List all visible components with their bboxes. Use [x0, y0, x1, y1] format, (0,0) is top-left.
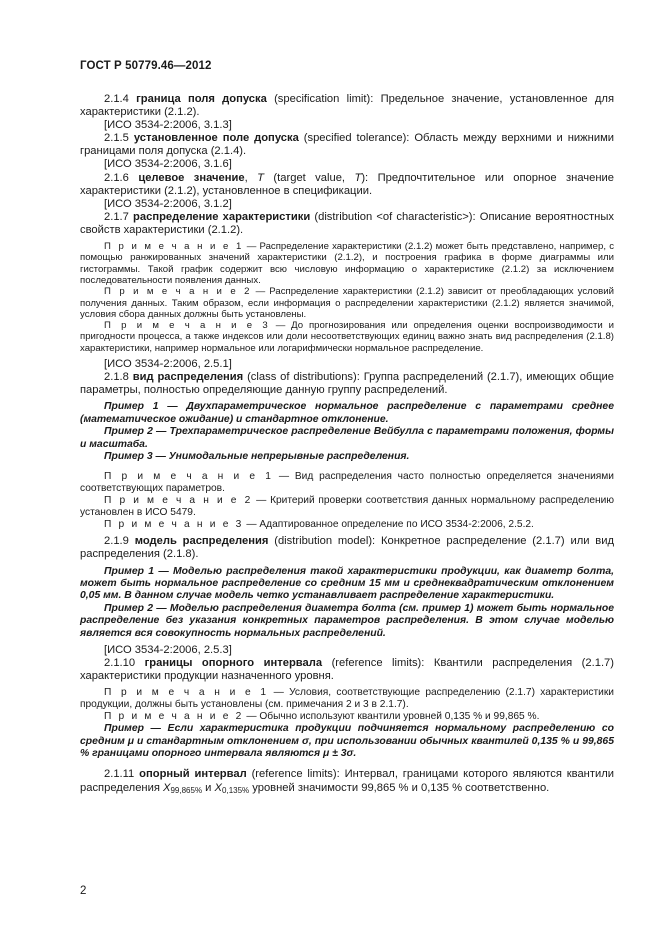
note-text: — Распределение характеристики (2.1.2) может быть представлено, например, с помощью ранжированных значений характеристики (2.1.2), и построения графика в форме диаграммы или гистограммы. Такой график содержит всю числовую информацию о характеристике (2.1.2) за исключением последовательности появления данных. — [80, 241, 614, 286]
symbol: T — [354, 171, 362, 184]
quantile-subscript: 99,865% — [170, 785, 203, 795]
note-label: П р и м е ч а н и е 1 — [104, 471, 274, 483]
note — [80, 711, 614, 723]
note-label: П р и м е ч а н и е 2 — [104, 495, 253, 507]
note — [80, 320, 614, 354]
clause-number: 2.1.4 — [104, 93, 129, 105]
term-definition: (distribution <of characteristic>): Описание вероятностных свойств характеристики (2.1.2). — [80, 210, 614, 236]
note — [80, 286, 614, 320]
note-text: — Распределение характеристики (2.1.2) зависит от преобладающих условий получения данных. Таким образом, если информация о распределении характеристики (2.1.2) является значимой, условия сбора данных должны быть установлены. — [80, 286, 614, 320]
note-text: — Критерий проверки соответствия данных нормальному распределению установлен в ИСО 5479. — [80, 495, 614, 519]
note — [80, 241, 614, 286]
term-name: установленное поле допуска — [133, 132, 299, 145]
reference: [ИСО 3534-2:2006, 2.5.1] — [104, 358, 232, 370]
sigma-symbol: σ — [301, 735, 309, 747]
quantile-symbol: X — [214, 781, 223, 794]
example: Пример 3 — Унимодальные непрерывные распределения. — [104, 450, 410, 462]
clause-number: 2.1.9 — [104, 535, 129, 548]
term-2-1-4 — [80, 93, 614, 119]
reference: [ИСО 3534-2:2006, 3.1.6] — [104, 158, 232, 171]
example-text: , при использовании обычных квантилей 0,135 % и 99,865 % границами опорного интервала являются — [80, 735, 614, 760]
term-definition: (specification limit): Предельное значение, установленное для характеристики (2.1.2). — [80, 93, 615, 119]
conjunction: и — [202, 781, 215, 794]
reference: [ИСО 3534-2:2006, 3.1.3] — [104, 119, 232, 132]
clause-number: 2.1.5 — [104, 132, 129, 145]
note-label: П р и м е ч а н и е 1 — [104, 241, 244, 253]
reference: [ИСО 3534-2:2006, 2.5.3] — [104, 643, 232, 656]
standard-header: ГОСТ Р 50779.46—2012 — [80, 60, 212, 72]
term-2-1-5 — [80, 132, 614, 158]
term-2-1-6 — [80, 172, 614, 198]
term-definition: (reference limits): Интервал, границами которого являются квантили распределения — [80, 768, 614, 794]
note-text: — Условия, соответствующие распределению (2.1.7) характеристики продукции, должны быть установлены (см. примечания 2 и 3 в 2.1.7). — [80, 687, 614, 711]
example-text: ± 3σ. — [329, 748, 357, 760]
term-name: распределение характеристики — [133, 210, 311, 223]
quantile-symbol: X — [163, 781, 171, 794]
page-number: 2 — [80, 885, 87, 897]
note — [80, 519, 614, 531]
page-content — [80, 93, 614, 795]
term-definition: ): Предпочтительное или опорное значение характеристики (2.1.2), установленное в спецификации. — [80, 171, 615, 197]
note-text: — Обычно используют квантили уровней 0,135 % и 99,865 %. — [243, 711, 540, 723]
note-label: П р и м е ч а н и е 3 — [104, 320, 270, 332]
note — [80, 687, 614, 711]
term-english: (target value, — [264, 171, 355, 184]
mu-symbol: μ — [322, 748, 330, 760]
note-label: П р и м е ч а н и е 1 — [104, 687, 269, 699]
note-label: П р и м е ч а н и е 3 — [104, 519, 244, 531]
term-2-1-8 — [80, 371, 614, 397]
note — [80, 471, 614, 495]
example: Пример 2 — Трехпараметрическое распределение Вейбулла с параметрами положения, формы и масштаба. — [80, 426, 614, 450]
note-text: — До прогнозирования или определения оценки воспроизводимости и пригодности процесса, а также индексов или доли несоответствующих единиц важно знать вид распределения (2.1.8) характеристики, например нормальное или логарифмически нормальное распределение. — [80, 320, 614, 354]
symbol: T — [257, 171, 265, 184]
note-label: П р и м е ч а н и е 2 — [104, 711, 244, 723]
term-name: граница поля допуска — [136, 93, 267, 105]
term-definition: (specified tolerance): Область между верхними и нижними границами поля допуска (2.1.4). — [80, 132, 615, 158]
term-name: опорный интервал — [139, 768, 247, 781]
note-label: П р и м е ч а н и е 2 — [104, 286, 252, 298]
note — [80, 495, 614, 519]
term-name: вид распределения — [132, 371, 244, 384]
term-name: границы опорного интервала — [144, 657, 323, 670]
reference: [ИСО 3534-2:2006, 3.1.2] — [104, 197, 232, 210]
term-2-1-7 — [80, 211, 614, 237]
term-name: целевое значение — [138, 171, 245, 184]
term-2-1-9 — [80, 535, 614, 561]
example: Пример 1 — Двухпараметрическое нормальное распределение с параметрами среднее (математическое ожидание) и стандартное отклонение. — [80, 401, 614, 425]
note-text: — Адаптированное определение по ИСО 3534-2:2006, 2.5.2. — [243, 519, 534, 531]
term-definition: (class of distributions): Группа распределений (2.1.7), имеющих общие параметры, полностью определяющие данную группу распределений. — [80, 371, 614, 397]
term-name: модель распределения — [134, 535, 269, 548]
term-definition: (reference limits): Квантили распределения (2.1.7) характеристики продукции назначенного уровня. — [80, 657, 615, 683]
example — [80, 723, 614, 760]
quantile-subscript: 0,135% — [222, 785, 250, 795]
clause-number: 2.1.6 — [104, 171, 129, 184]
example: Пример 2 — Моделью распределения диаметра болта (см. пример 1) может быть нормальное распределение без указания конкретных параметров распределения. В этом случае моделью является вся совокупность нормальных распределений. — [80, 602, 614, 639]
clause-number: 2.1.7 — [104, 210, 129, 223]
separator: , — [244, 171, 258, 184]
example-text: и стандартным отклонением — [134, 735, 302, 747]
example-text: Пример — Если характеристика продукции подчиняется нормальному распределению со средним — [80, 723, 614, 747]
term-definition-end: уровней значимости 99,865 % и 0,135 % соответственно. — [249, 781, 550, 794]
clause-number: 2.1.8 — [104, 371, 129, 384]
clause-number: 2.1.10 — [104, 657, 136, 670]
term-definition: (distribution model): Конкретное распределение (2.1.7) или вид распределения (2.1.8). — [80, 535, 614, 561]
term-2-1-10 — [80, 657, 614, 683]
clause-number: 2.1.11 — [104, 768, 135, 781]
example: Пример 1 — Моделью распределения такой характеристики продукции, как диаметр болта, может быть нормальное распределение со средним 15 мм и среднеквадратическим отклонением 0,05 мм. В данном случае модель четко устанавливает распределение характеристики. — [80, 565, 614, 602]
term-2-1-11 — [80, 768, 614, 794]
note-text: — Вид распределения часто полностью определяется значениями соответствующих параметров. — [80, 471, 614, 495]
mu-symbol: μ — [127, 735, 135, 747]
